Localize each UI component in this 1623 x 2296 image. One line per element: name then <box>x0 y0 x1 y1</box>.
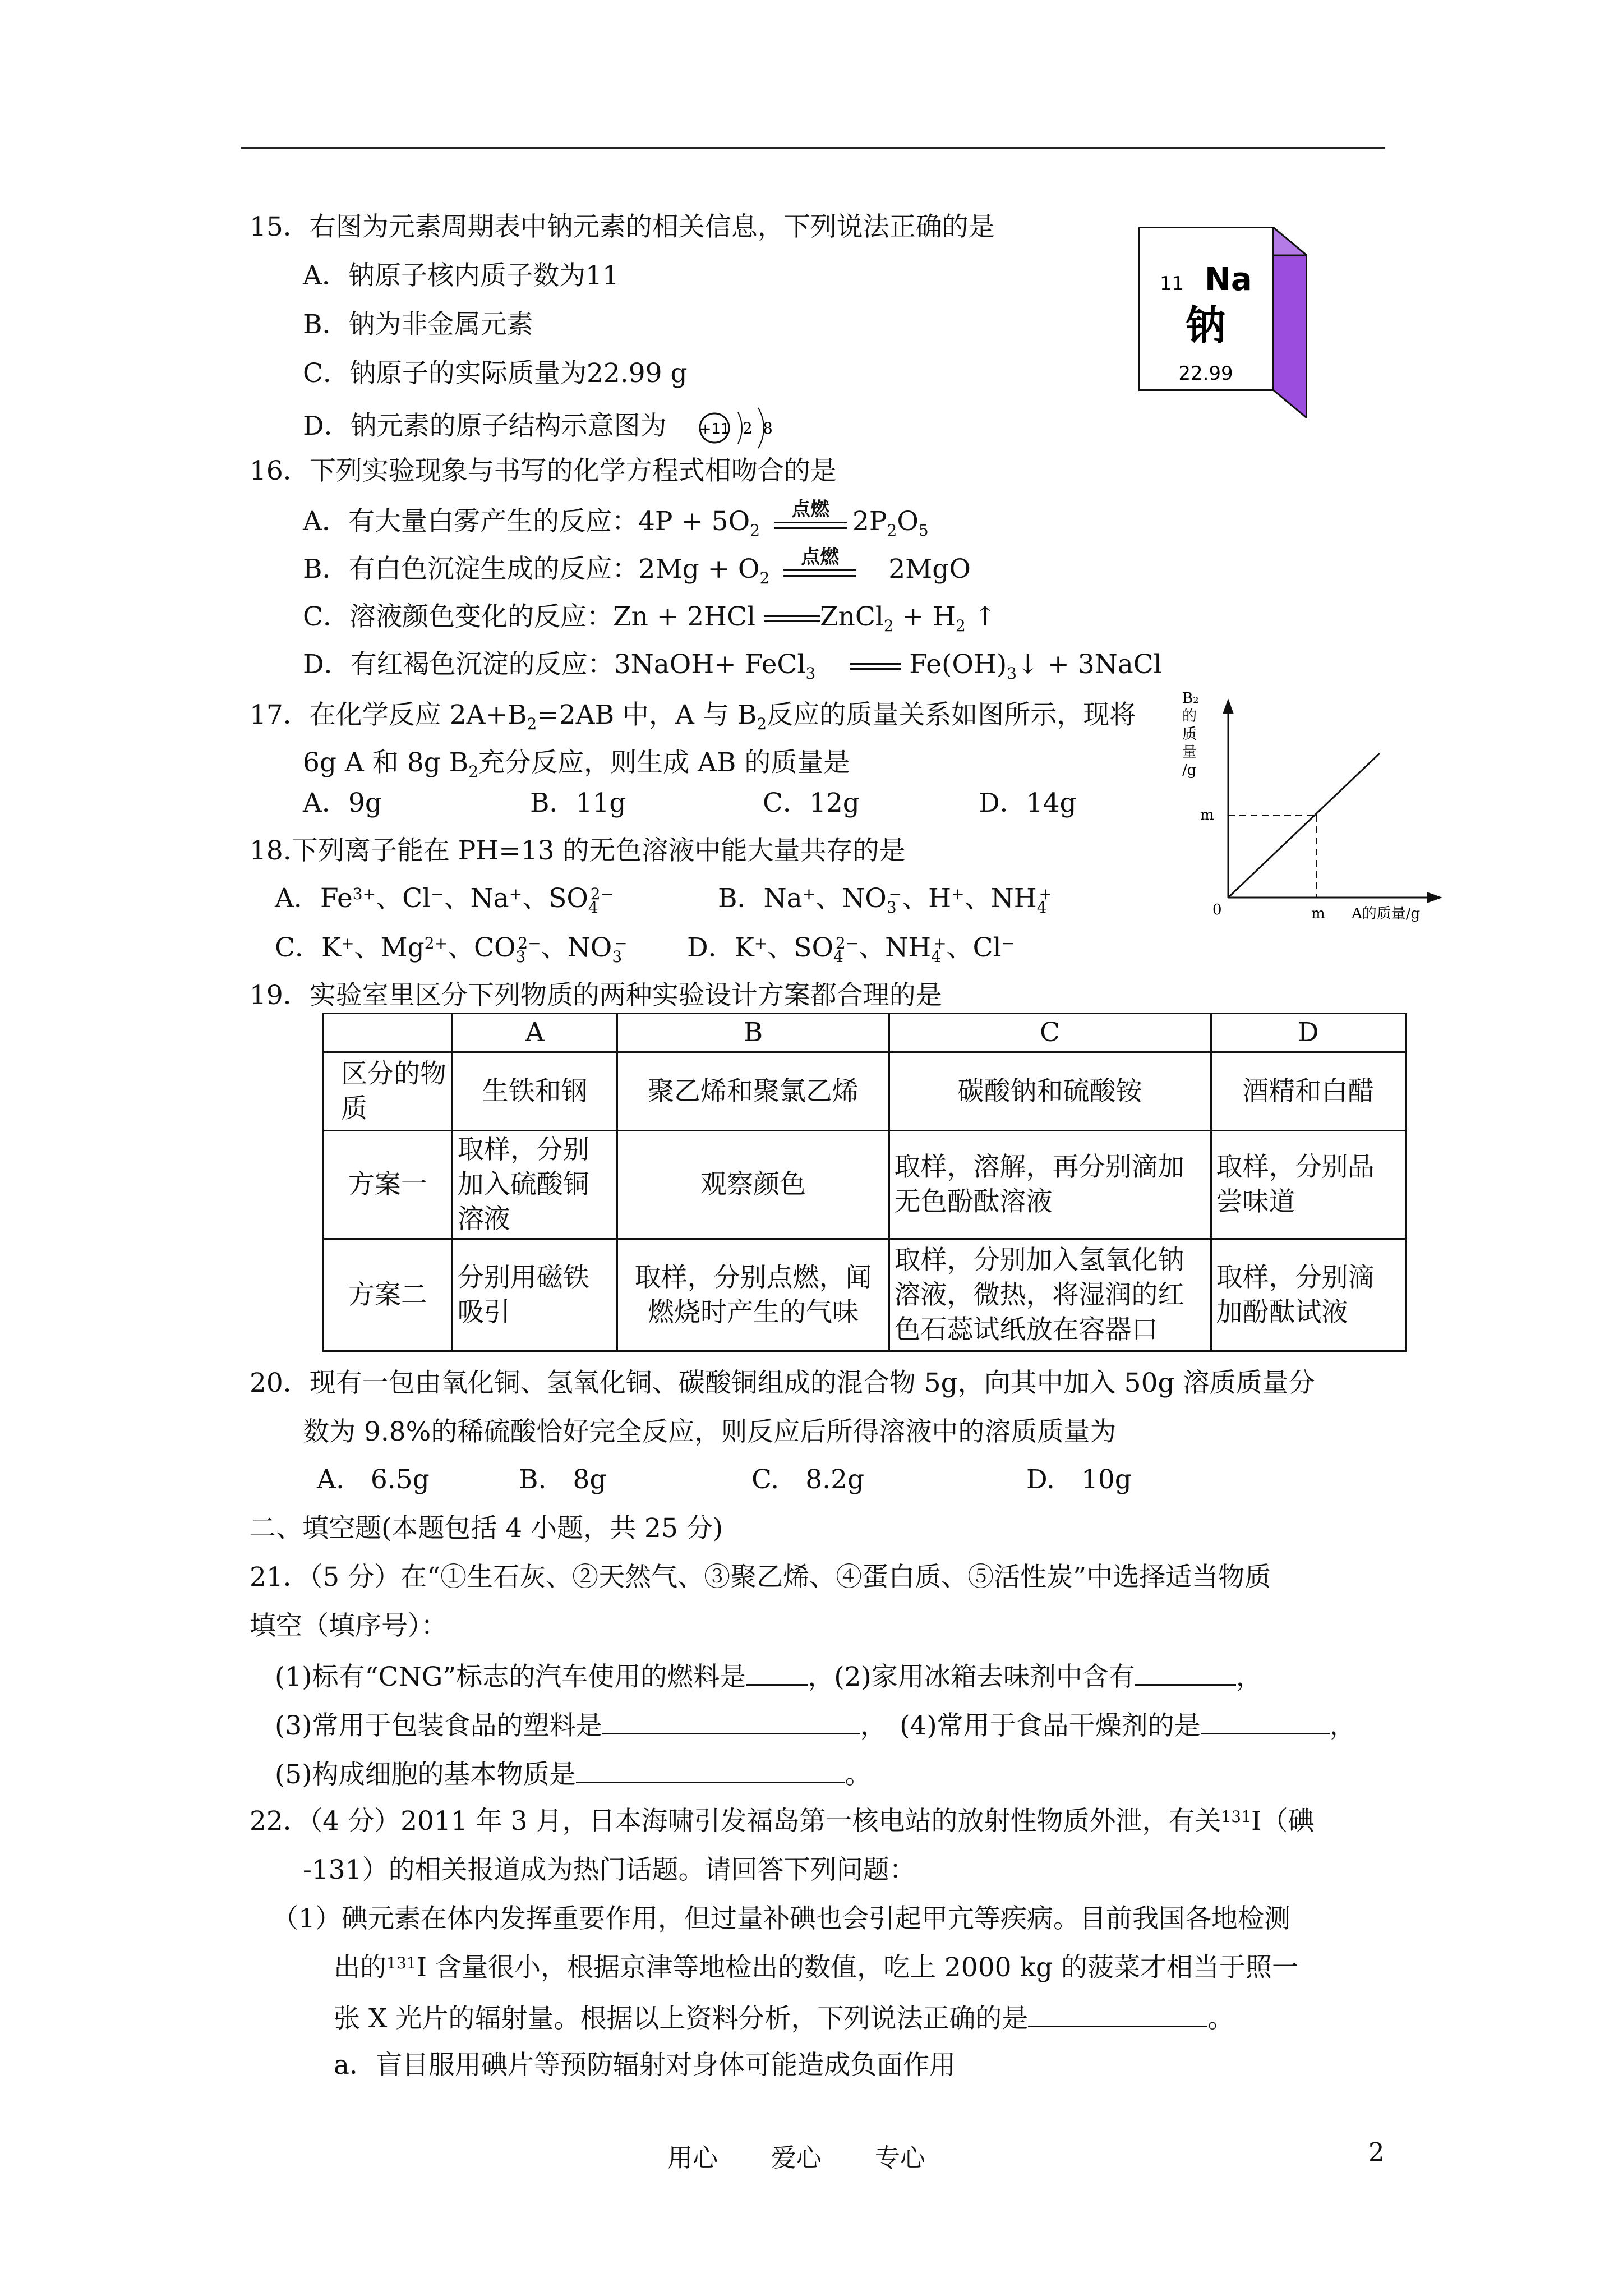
q15-option-d-text: D．钠元素的原子结构示意图为 <box>303 411 667 441</box>
graph-xlabel: A的质量/g <box>1352 905 1421 922</box>
q16-c-label: C．溶液颜色变化的反应： <box>303 601 613 632</box>
q21-line1: 21．（5 分）在“①生石灰、②天然气、③聚乙烯、④蛋白质、⑤活性炭”中选择适当物质 <box>250 1562 1271 1593</box>
footer-motto-2: 爱心 <box>771 2143 822 2173</box>
q18-option-b: B．Na+、$NO_3^-$、H+、$NH_4^+$ <box>718 883 1053 917</box>
tile-mass: 22.99 <box>1178 362 1233 385</box>
q16-option-d: D．有红褐色沉淀的反应：3NaOH+ FeCl$_3$ $Fe(OH)_3↓$ + 3NaCl <box>303 649 1162 683</box>
q20-option-d: D. 10g <box>1026 1464 1132 1495</box>
q16-b-label: B．有白色沉淀生成的反应： <box>303 554 639 585</box>
q22-line1: 22．（4 分）2011 年 3 月，日本海啸引发福岛第一核电站的放射性物质外泄，有关$^{131}$I（碘 <box>250 1806 1315 1837</box>
table-cell: 观察颜色 <box>617 1131 889 1239</box>
q18-stem: 18.下列离子能在 PH=13 的无色溶液中能大量共存的是 <box>250 835 906 866</box>
q20-option-c: C. 8.2g <box>751 1464 865 1495</box>
q17-option-d: D．14g <box>979 788 1077 818</box>
table-cell <box>324 1014 453 1052</box>
header-rule <box>241 147 1385 149</box>
footer-motto-1: 用心 <box>667 2143 718 2173</box>
q21-part3-4: (3)常用于包装食品的塑料是 ， (4)常用于食品干燥剂的是 ， <box>275 1707 1356 1743</box>
answer-blank[interactable] <box>576 1756 845 1783</box>
q17-stem-line2: 6g A 和 8g $B_2$充分反应，则生成 AB 的质量是 <box>303 747 850 781</box>
q22-line2: -131）的相关报道成为热门话题。请回答下列问题： <box>303 1855 916 1885</box>
answer-blank[interactable] <box>746 1658 808 1686</box>
table-row-header: 方案二 <box>324 1239 453 1351</box>
table-cell: 取样，分别品尝味道 <box>1211 1131 1406 1239</box>
q21-part1-2: (1)标有“CNG”标志的汽车使用的燃料是 ，(2)家用冰箱去味剂中含有 ， <box>275 1658 1262 1694</box>
q15-option-c: C．钠原子的实际质量为22.99 g <box>303 358 688 389</box>
table-header-cell: B <box>617 1014 889 1052</box>
table-cell: 取样，分别滴加酚酞试液 <box>1211 1239 1406 1351</box>
tile-atomic-number: 11 <box>1160 273 1184 295</box>
atom-structure-diagram <box>692 406 799 450</box>
q20-line2: 数为 9.8%的稀硫酸恰好完全反应，则反应后所得溶液中的溶质质量为 <box>303 1416 1117 1447</box>
q16-stem: 16．下列实验现象与书写的化学方程式相吻合的是 <box>250 455 837 486</box>
table-header-cell: C <box>889 1014 1211 1052</box>
answer-blank[interactable] <box>1201 1707 1330 1734</box>
graph-ytick-m: m <box>1200 807 1214 823</box>
answer-blank[interactable] <box>602 1707 860 1734</box>
q20-option-b: B. 8g <box>519 1464 607 1495</box>
table-header-cell: A <box>452 1014 617 1052</box>
q18-option-d: D．K+、$SO_4^{2-}$、$NH_4^+$、Cl− <box>687 932 1015 966</box>
graph-ylabel-1: B₂ <box>1182 690 1199 707</box>
q15-stem: 15．右图为元素周期表中钠元素的相关信息，下列说法正确的是 <box>250 211 995 242</box>
tile-symbol: Na <box>1205 261 1252 298</box>
mass-relation-graph <box>1166 687 1481 934</box>
reaction-arrow-ignite: 点燃 <box>778 553 862 586</box>
q21-line2: 填空（填序号）： <box>250 1611 448 1641</box>
atom-nucleus-label: +11 <box>699 421 730 438</box>
table-cell: 取样，分别加入硫酸铜溶液 <box>452 1131 617 1239</box>
table-header-cell: D <box>1211 1014 1406 1052</box>
q22-p2: 出的$^{131}$I 含量很小，根据京津等地检出的数值，吃上 2000 kg 的菠菜才相当于照一 <box>334 1952 1298 1983</box>
q17-option-b: B．11g <box>530 788 626 818</box>
tile-name: 钠 <box>1185 302 1227 349</box>
q22-option-a: a．盲目服用碘片等预防辐射对身体可能造成负面作用 <box>334 2050 956 2081</box>
atom-shell1-count: 2 <box>742 419 753 438</box>
table-cell: 分别用磁铁吸引 <box>452 1239 617 1351</box>
table-cell: 碳酸钠和硫酸铵 <box>889 1052 1211 1131</box>
footer-motto-3: 专心 <box>875 2143 926 2173</box>
table-row <box>324 1239 1406 1351</box>
q22-p1: （1）碘元素在体内发挥重要作用，但过量补碘也会引起甲亢等疾病。目前我国各地检测 <box>272 1903 1290 1934</box>
q16-d-label: D．有红褐色沉淀的反应： <box>303 649 614 680</box>
sodium-element-tile <box>1138 227 1307 418</box>
reaction-arrow-ignite: 点燃 <box>768 505 852 539</box>
q22-p3: 张 X 光片的辐射量。根据以上资料分析，下列说法正确的是 。 <box>334 2000 1234 2036</box>
table-cell: 生铁和钢 <box>452 1052 617 1131</box>
q17-option-c: C．12g <box>763 788 860 818</box>
q16-a-label: A．有大量白雾产生的反应： <box>303 506 638 537</box>
table-row-header: 区分的物 质 <box>324 1052 453 1131</box>
q20-option-a: A. 6.5g <box>317 1464 430 1495</box>
q17-stem-line1: 17．在化学反应 $2A+B_2=2AB$ 中，A 与 $B_2$反应的质量关系如图所示，现将 <box>250 700 1136 733</box>
section-heading: 二、填空题(本题包括 4 小题，共 25 分) <box>250 1513 723 1544</box>
table-cell: 取样，分别加入氢氧化钠溶液，微热，将湿润的红色石蕊试纸放在容器口 <box>889 1239 1211 1351</box>
graph-ylabel-5: /g <box>1182 762 1197 779</box>
q16-option-a: A．有大量白雾产生的反应：$4P + 5O_2$ 点燃 $2P_2O_5$ <box>303 498 929 540</box>
answer-blank[interactable] <box>1028 2000 1207 2027</box>
q15-option-d <box>303 406 799 450</box>
table-row-header: 方案一 <box>324 1131 453 1239</box>
q15-option-a: A．钠原子核内质子数为11 <box>303 260 619 291</box>
atom-shell2-count: 8 <box>762 419 773 438</box>
table-cell: 取样，分别点燃，闻燃烧时产生的气味 <box>617 1239 889 1351</box>
table-cell: 聚乙烯和聚氯乙烯 <box>617 1052 889 1131</box>
q16-option-b: B．有白色沉淀生成的反应：$2Mg + O_2$ 点燃 2MgO <box>303 546 971 587</box>
table-header-row <box>324 1014 1406 1052</box>
page-number: 2 <box>1368 2137 1385 2167</box>
q19-table <box>322 1013 1407 1352</box>
graph-ylabel-2: 的 <box>1182 708 1197 725</box>
table-cell: 酒精和白醋 <box>1211 1052 1406 1131</box>
table-row <box>324 1131 1406 1239</box>
table-cell: 取样，溶解，再分别滴加无色酚酞溶液 <box>889 1131 1211 1239</box>
graph-ylabel-3: 质 <box>1182 726 1197 743</box>
q16-option-c: C．溶液颜色变化的反应：Zn + 2HCl ZnCl$_2$ + $H_2$ ↑ <box>303 601 997 635</box>
q18-option-c: C．K+、$Mg^{2+}$、$CO_3^{2-}$、$NO_3^-$ <box>275 932 628 966</box>
q21-part5: (5)构成细胞的基本物质是 。 <box>275 1756 872 1792</box>
graph-origin: 0 <box>1212 901 1222 918</box>
table-row <box>324 1052 1406 1131</box>
q18-option-a: A．$Fe^{3+}$、Cl−、Na+、$SO_4^{2-}$ <box>275 883 614 917</box>
y-axis-arrow-icon <box>1223 698 1234 714</box>
q20-line1: 20．现有一包由氧化铜、氢氧化铜、碳酸铜组成的混合物 5g，向其中加入 50g 溶质质量分 <box>250 1368 1315 1398</box>
q17-option-a: A．9g <box>303 788 382 818</box>
graph-xtick-m: m <box>1311 905 1325 922</box>
answer-blank[interactable] <box>1135 1658 1236 1686</box>
q19-stem: 19．实验室里区分下列物质的两种实验设计方案都合理的是 <box>250 980 942 1011</box>
graph-ylabel-4: 量 <box>1182 744 1197 761</box>
q15-option-b: B．钠为非金属元素 <box>303 309 533 340</box>
x-axis-arrow-icon <box>1427 892 1442 903</box>
